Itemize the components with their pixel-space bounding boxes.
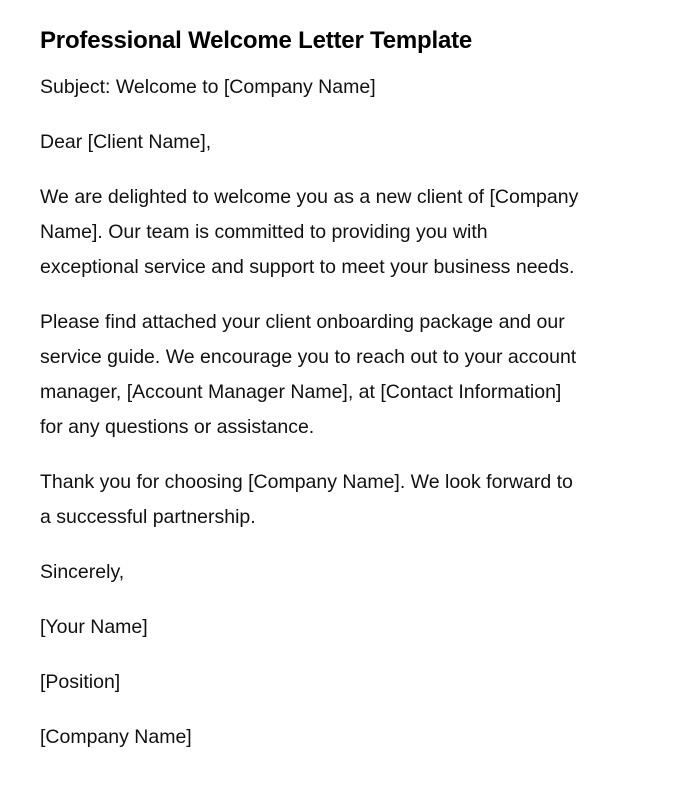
closing: Sincerely,	[40, 561, 125, 583]
signature-name: [Your Name]	[40, 616, 148, 638]
subject-line: Subject: Welcome to [Company Name]	[40, 76, 376, 98]
paragraph-line: manager, [Account Manager Name], at [Contact Information]	[40, 381, 562, 403]
paragraph-line: service guide. We encourage you to reach out to your account	[40, 346, 577, 368]
paragraph-line: Thank you for choosing [Company Name]. We look forward to	[40, 471, 573, 493]
signature-company: [Company Name]	[40, 726, 192, 748]
document-title: Professional Welcome Letter Template	[40, 27, 473, 54]
body-paragraph-welcome	[40, 180, 700, 285]
paragraph-line: for any questions or assistance.	[40, 416, 315, 438]
signature-position: [Position]	[40, 671, 121, 693]
greeting: Dear [Client Name],	[40, 131, 212, 153]
paragraph-line: exceptional service and support to meet your business needs.	[40, 256, 575, 278]
paragraph-line: We are delighted to welcome you as a new client of [Company	[40, 186, 579, 208]
body-paragraph-thanks	[40, 465, 700, 535]
paragraph-line: a successful partnership.	[40, 506, 256, 528]
body-paragraph-onboarding	[40, 305, 700, 445]
paragraph-line: Please find attached your client onboarding package and our	[40, 311, 565, 333]
paragraph-line: Name]. Our team is committed to providing you with	[40, 221, 488, 243]
